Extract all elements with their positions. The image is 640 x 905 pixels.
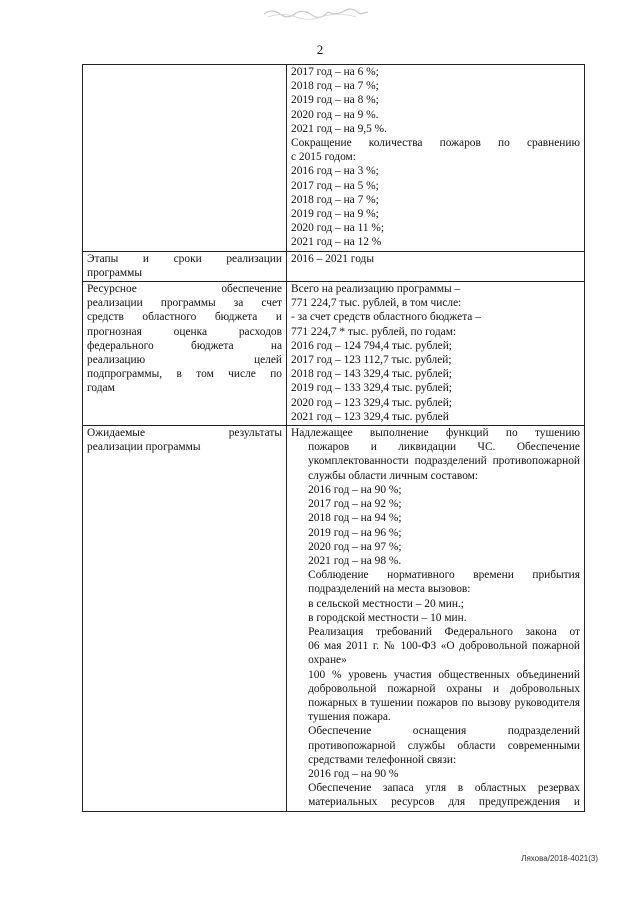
text-line: 2017 год – 123 112,7 тыс. рублей; xyxy=(291,354,452,367)
row-content-cell xyxy=(287,426,585,811)
text-line: 771 224,7 тыс. рублей, в том числе: xyxy=(291,297,462,310)
text-line: противопожарной службы области современными xyxy=(308,739,580,752)
text-line: 2020 год – 123 329,4 тыс. рублей; xyxy=(291,396,452,409)
row-label-cell xyxy=(83,65,287,252)
text-line: средств областного бюджета и xyxy=(87,311,282,324)
text-line: 2021 год – на 9,5 %. xyxy=(291,122,387,135)
row-content-cell xyxy=(287,251,585,281)
text-line: 2018 год – на 7 %; xyxy=(291,193,379,206)
text-line: Обеспечение оснащения подразделений xyxy=(308,725,580,738)
text-line: 2020 год – на 9 %. xyxy=(291,108,379,121)
text-line: Обеспечение запаса угля в областных резервах xyxy=(308,782,580,795)
text-line: в городской местности – 10 мин. xyxy=(308,611,467,624)
faded-header-stamp xyxy=(262,6,370,20)
text-line: 2017 год – на 6 %; xyxy=(291,66,379,78)
text-line: 100 % уровень участия общественных объединений xyxy=(308,668,580,681)
text-line: 06 мая 2011 г. № 100-ФЗ «О добровольной пожарной xyxy=(308,640,580,653)
text-line: прогнозная оценка расходов xyxy=(87,325,282,338)
text-line: Всего на реализацию программы – xyxy=(291,283,461,296)
text-line: подразделений на места вызовов: xyxy=(308,583,471,596)
table-row xyxy=(83,251,585,281)
text-line: 2019 год – 133 329,4 тыс. рублей; xyxy=(291,382,452,395)
text-line: Реализация требований Федерального закона от xyxy=(308,625,580,638)
program-passport-table xyxy=(82,64,585,812)
table-row xyxy=(83,426,585,811)
text-line: 2019 год – на 8 %; xyxy=(291,94,379,107)
text-line: пожаров и ликвидации ЧС. Обеспечение xyxy=(308,441,580,454)
text-line: Сокращение количества пожаров по сравнению xyxy=(291,137,580,150)
document-footer-reference: Ляхова/2018-4021(3) xyxy=(521,854,598,863)
text-line: реализации программы xyxy=(87,441,201,454)
text-line: Ожидаемые результаты xyxy=(87,427,282,440)
text-line: реализации программы за счет xyxy=(87,297,282,310)
text-line: 2020 год – на 97 %; xyxy=(308,540,402,553)
text-line: Соблюдение нормативного времени прибытия xyxy=(308,569,580,582)
table-row xyxy=(83,282,585,426)
text-line: реализацию целей xyxy=(87,354,282,367)
row-label-cell xyxy=(83,426,287,811)
text-line: средствами телефонной связи: xyxy=(308,753,457,766)
text-line: 2016 год – на 90 % xyxy=(308,767,399,780)
text-line: 2018 год – на 94 %; xyxy=(308,512,402,525)
row-label-cell xyxy=(83,251,287,281)
text-line: Надлежащее выполнение функций по тушению xyxy=(291,427,580,440)
row-content-cell xyxy=(287,65,585,252)
text-line: 2021 год – на 98 %. xyxy=(308,554,402,567)
text-line: укомплектованности подразделений противопожарной xyxy=(308,455,580,468)
text-line: 2021 год – 123 329,4 тыс. рублей xyxy=(291,410,449,423)
text-line: 2016 год – 124 794,4 тыс. рублей; xyxy=(291,339,452,352)
text-line: 2018 год – на 7 %; xyxy=(291,80,379,93)
text-line: тушения пожара. xyxy=(308,711,391,724)
text-line: годам xyxy=(87,382,115,395)
text-line: 771 224,7 * тыс. рублей, по годам: xyxy=(291,325,457,338)
text-line: программы xyxy=(87,266,142,279)
text-line: 2017 год – на 92 %; xyxy=(308,498,402,511)
row-label-cell xyxy=(83,282,287,426)
text-line: 2021 год – на 12 % xyxy=(291,236,382,249)
text-line: 2019 год – на 9 %; xyxy=(291,208,379,221)
text-line: 2017 год – на 5 %; xyxy=(291,179,379,192)
text-line: - за счет средств областного бюджета – xyxy=(291,311,481,324)
text-line: 2018 год – 143 329,4 тыс. рублей; xyxy=(291,368,452,381)
row-content-cell xyxy=(287,282,585,426)
text-line: подпрограммы, в том числе по xyxy=(87,368,282,381)
text-line: федерального бюджета на xyxy=(87,339,282,352)
text-line: 2020 год – на 11 %; xyxy=(291,222,385,235)
text-line: 2016 год – на 90 %; xyxy=(308,483,402,496)
text-line: охране» xyxy=(308,654,347,667)
text-line: пожарных в тушении пожаров по вызову руководителя xyxy=(308,696,580,709)
text-line: Этапы и сроки реализации xyxy=(87,252,282,265)
text-line: материальных ресурсов для предупреждения и xyxy=(308,796,580,809)
text-line: в сельской местности – 20 мин.; xyxy=(308,597,464,610)
text-line: Ресурсное обеспечение xyxy=(87,283,282,296)
text-line: службы области личным составом: xyxy=(308,469,479,482)
text-line: с 2015 годом: xyxy=(291,151,356,164)
text-line: 2019 год – на 96 %; xyxy=(308,526,402,539)
text-line: 2016 год – на 3 %; xyxy=(291,165,379,178)
page-number: 2 xyxy=(316,42,324,57)
text-line: добровольной пожарной охраны и добровольных xyxy=(308,682,580,695)
text-line: 2016 – 2021 годы xyxy=(291,252,375,265)
table-row xyxy=(83,65,585,252)
